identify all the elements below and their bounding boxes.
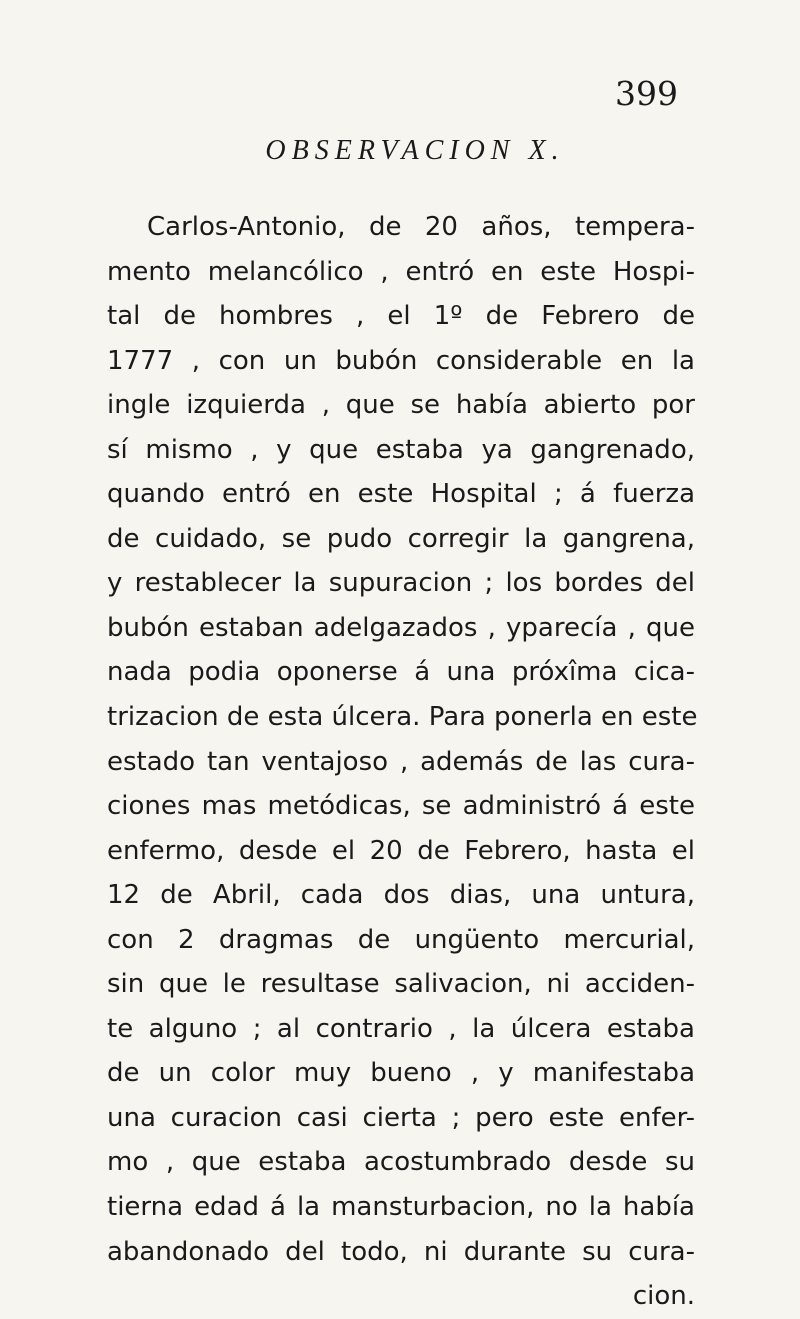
text-line: te alguno ; al contrario , la úlcera estaba bbox=[107, 1013, 695, 1044]
text-line: ciones mas metódicas, se administró á este bbox=[107, 791, 695, 822]
text-line: 1777 , con un bubón considerable en la bbox=[107, 345, 695, 376]
text-line: bubón estaban adelgazados , yparecía , que bbox=[107, 612, 695, 643]
text-line: una curacion casi cierta ; pero este enfer- bbox=[107, 1102, 695, 1133]
text-line: tal de hombres , el 1º de Febrero de bbox=[107, 301, 695, 332]
text-line: con 2 dragmas de ungüento mercurial, bbox=[107, 924, 695, 955]
text-line: Carlos-Antonio, de 20 años, tempera- bbox=[147, 212, 695, 242]
text-line: 12 de Abril, cada dos dias, una untura, bbox=[107, 880, 695, 911]
body-paragraph bbox=[107, 205, 698, 1319]
observation-heading: OBSERVACION X. bbox=[265, 135, 565, 166]
text-line: mento melancólico , entró en este Hospi- bbox=[107, 256, 695, 287]
text-line: sí mismo , y que estaba ya gangrenado, bbox=[107, 434, 695, 465]
text-line: abandonado del todo, ni durante su cura- bbox=[107, 1236, 695, 1267]
text-line: nada podia oponerse á una próxîma cica- bbox=[107, 657, 695, 688]
text-line: cion. bbox=[632, 1281, 695, 1312]
text-line: estado tan ventajoso , además de las cura- bbox=[107, 746, 695, 777]
text-line: mo , que estaba acostumbrado desde su bbox=[107, 1147, 695, 1178]
text-line: tierna edad á la mansturbacion, no la había bbox=[107, 1192, 695, 1223]
text-line: de cuidado, se pudo corregir la gangrena, bbox=[107, 523, 695, 554]
text-line: sin que le resultase salivacion, ni acciden- bbox=[107, 969, 695, 1000]
text-line: quando entró en este Hospital ; á fuerza bbox=[107, 479, 695, 510]
text-line: de un color muy bueno , y manifestaba bbox=[107, 1058, 695, 1089]
page-number: 399 bbox=[615, 74, 678, 113]
text-line: ingle izquierda , que se había abierto por bbox=[107, 390, 695, 421]
text-line: y restablecer la supuracion ; los bordes del bbox=[107, 568, 695, 599]
text-line: trizacion de esta úlcera. Para ponerla en este bbox=[107, 702, 698, 733]
text-line: enfermo, desde el 20 de Febrero, hasta el bbox=[107, 835, 695, 866]
